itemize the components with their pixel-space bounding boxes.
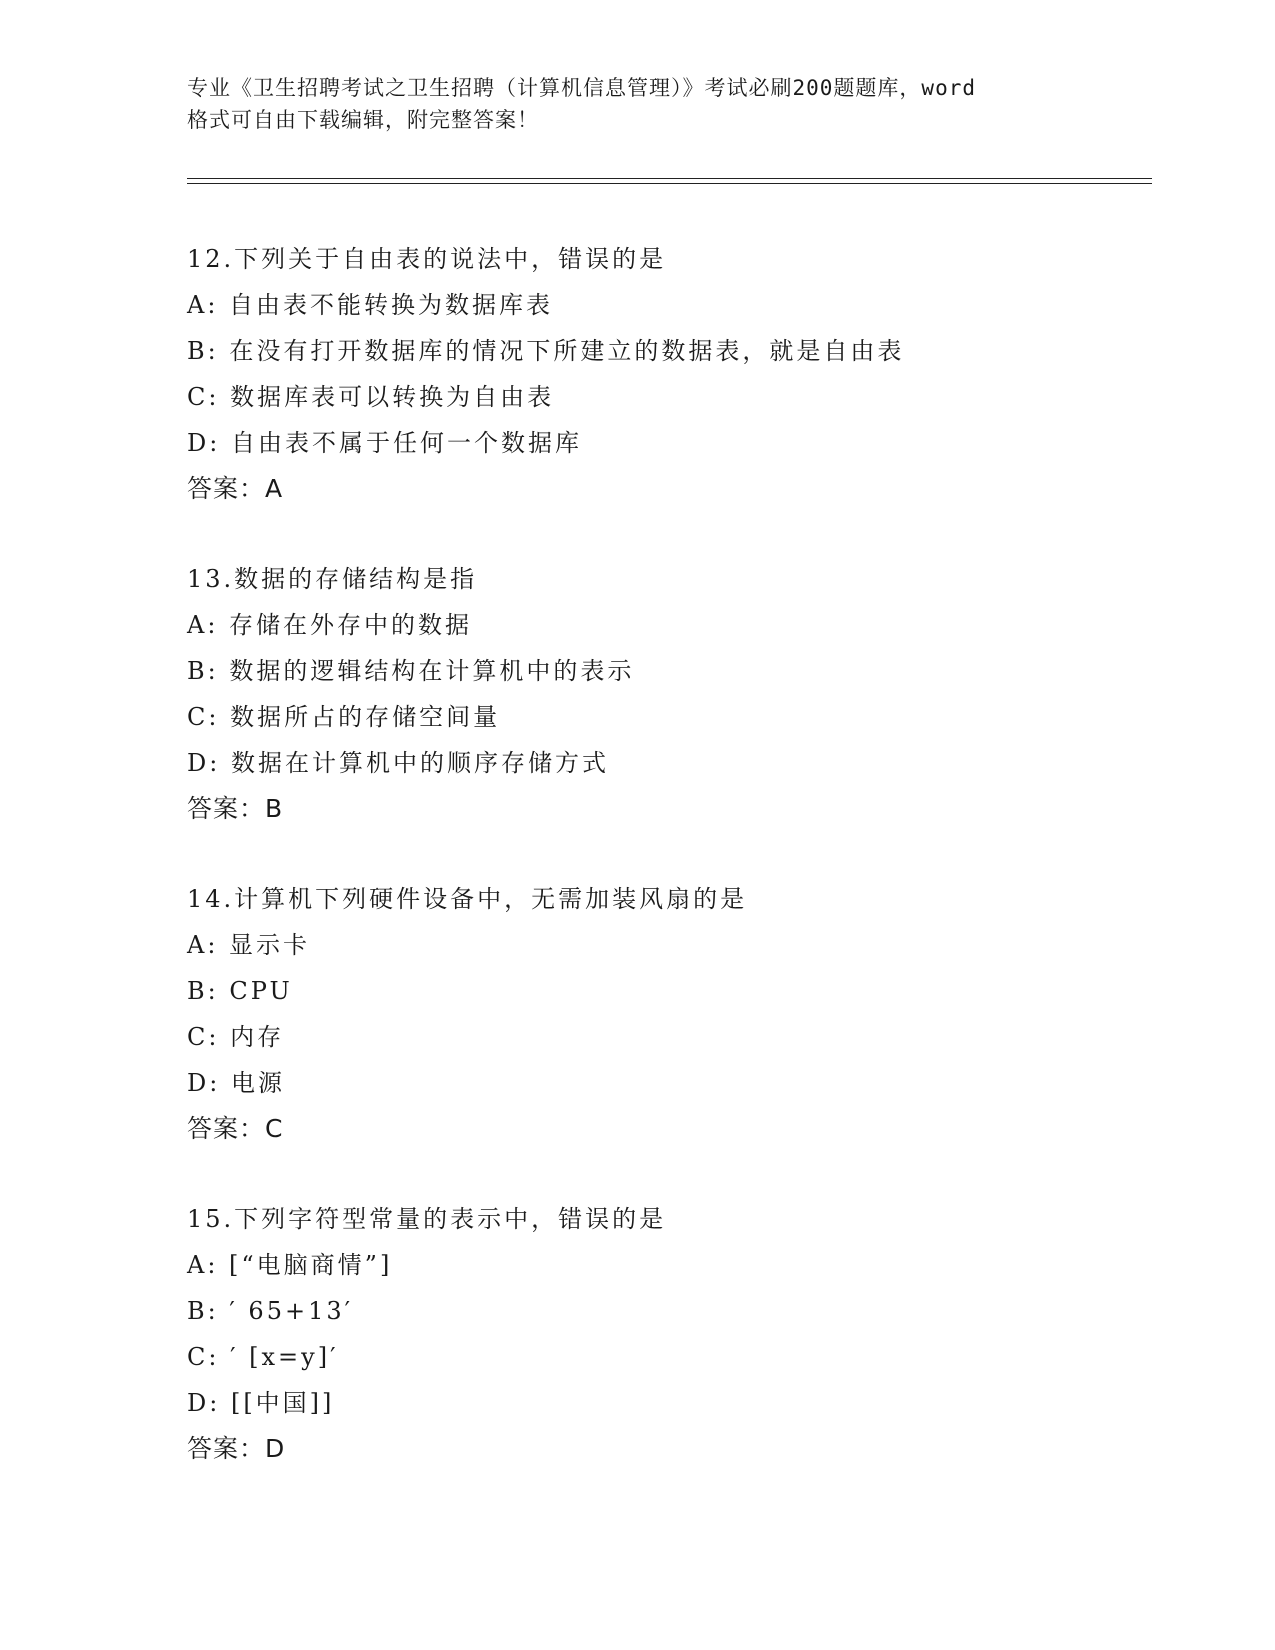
answer: 答案：A: [187, 474, 284, 503]
header-divider-bottom: [187, 183, 1152, 184]
answer: 答案：B: [187, 794, 284, 823]
option-b: B: 在没有打开数据库的情况下所建立的数据表，就是自由表: [187, 337, 905, 365]
option-d: D: 数据在计算机中的顺序存储方式: [187, 749, 609, 777]
question-12: [187, 236, 1147, 512]
option-c: C: 数据库表可以转换为自由表: [187, 383, 555, 411]
header-line-2: 格式可自由下载编辑，附完整答案！: [187, 108, 539, 132]
header-divider-top: [187, 178, 1152, 179]
question-13: [187, 556, 1147, 832]
option-a: A: [“电脑商情”]: [187, 1251, 393, 1279]
question-list: [187, 236, 1147, 1516]
question-stem: 13.数据的存储结构是指: [187, 565, 478, 593]
document-header: [187, 72, 1087, 136]
option-b: B: ′ 65+13′: [187, 1297, 354, 1325]
answer: 答案：C: [187, 1114, 284, 1143]
option-c: C: 数据所占的存储空间量: [187, 703, 501, 731]
option-d: D: 电源: [187, 1069, 285, 1097]
option-d: D: [[中国]]: [187, 1389, 335, 1417]
answer: 答案：D: [187, 1434, 286, 1463]
option-c: C: ′ [x=y]′: [187, 1343, 339, 1371]
question-stem: 12.下列关于自由表的说法中，错误的是: [187, 245, 667, 273]
question-stem: 14.计算机下列硬件设备中，无需加装风扇的是: [187, 885, 748, 913]
question-15: [187, 1196, 1147, 1472]
option-a: A: 自由表不能转换为数据库表: [187, 291, 554, 319]
option-a: A: 显示卡: [187, 931, 311, 959]
option-d: D: 自由表不属于任何一个数据库: [187, 429, 582, 457]
header-line-1: 专业《卫生招聘考试之卫生招聘（计算机信息管理）》考试必刷200题题库，word: [187, 76, 976, 100]
option-c: C: 内存: [187, 1023, 285, 1051]
question-stem: 15.下列字符型常量的表示中，错误的是: [187, 1205, 667, 1233]
question-14: [187, 876, 1147, 1152]
option-a: A: 存储在外存中的数据: [187, 611, 473, 639]
option-b: B: CPU: [187, 977, 293, 1005]
option-b: B: 数据的逻辑结构在计算机中的表示: [187, 657, 635, 685]
